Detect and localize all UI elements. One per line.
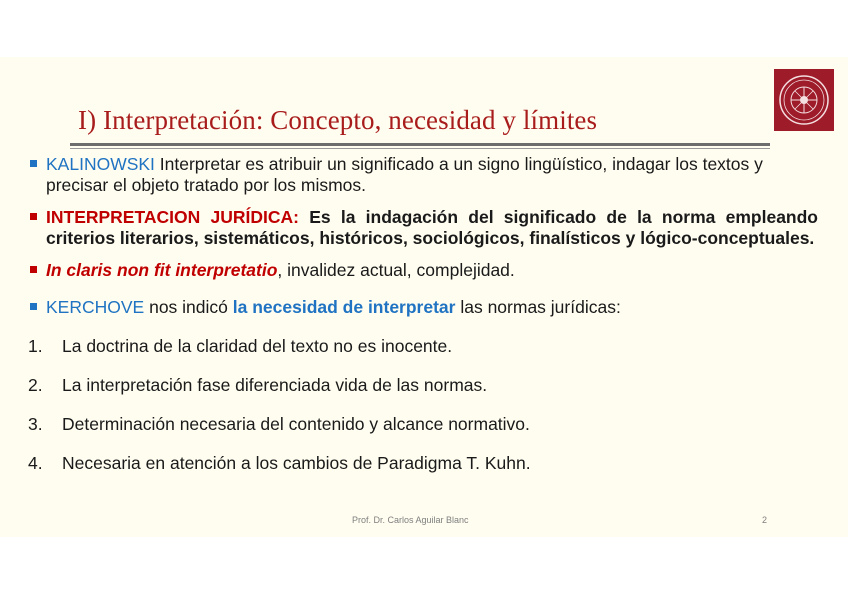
item-number: 2. bbox=[28, 375, 43, 395]
bullet-text: las normas jurídicas: bbox=[455, 297, 621, 317]
slide bbox=[0, 57, 848, 537]
page-number: 2 bbox=[762, 515, 768, 525]
slide-title: I) Interpretación: Concepto, necesidad y límites bbox=[78, 105, 598, 135]
title-divider-thin bbox=[70, 148, 770, 149]
bullet-kalinowski bbox=[28, 154, 818, 196]
bullet-text: Interpretar es atribuir un significado a un signo lingüístico, indagar los textos y precisar el objeto tratado por los mismos. bbox=[46, 154, 763, 195]
square-bullet-icon bbox=[30, 160, 37, 167]
item-number: 1. bbox=[28, 336, 43, 356]
bullet-interpretacion-juridica bbox=[28, 207, 818, 249]
bullet-mid: nos indicó bbox=[144, 297, 233, 317]
bullet-highlight: la necesidad de interpretar bbox=[232, 297, 456, 317]
numbered-item bbox=[28, 453, 818, 474]
bullet-kerchove bbox=[28, 297, 818, 318]
square-bullet-icon bbox=[30, 213, 37, 220]
bullet-text: , invalidez actual, complejidad. bbox=[277, 260, 515, 280]
square-bullet-icon bbox=[30, 303, 37, 310]
numbered-item bbox=[28, 336, 818, 357]
item-number: 4. bbox=[28, 453, 43, 473]
numbered-item bbox=[28, 375, 818, 396]
square-bullet-icon bbox=[30, 266, 37, 273]
item-text: La doctrina de la claridad del texto no es inocente. bbox=[62, 336, 453, 356]
bullet-lead: KALINOWSKI bbox=[46, 154, 155, 174]
item-number: 3. bbox=[28, 414, 43, 434]
bullet-lead: INTERPRETACION JURÍDICA: bbox=[46, 207, 299, 227]
bullet-text: Es la indagación del significado de la norma empleando criterios literarios, sistemáticos, históricos, sociológicos, finalísticos y lógico-conceptuales. bbox=[46, 207, 818, 248]
bullet-in-claris bbox=[28, 260, 818, 281]
item-text: Necesaria en atención a los cambios de Paradigma T. Kuhn. bbox=[62, 453, 531, 473]
bullet-lead: KERCHOVE bbox=[46, 297, 145, 317]
item-text: La interpretación fase diferenciada vida de las normas. bbox=[62, 375, 488, 395]
slide-content bbox=[28, 154, 818, 492]
title-divider bbox=[70, 143, 770, 146]
bullet-lead: In claris non fit interpretatio bbox=[46, 260, 278, 280]
university-seal-icon bbox=[774, 69, 834, 131]
item-text: Determinación necesaria del contenido y alcance normativo. bbox=[62, 414, 530, 434]
numbered-item bbox=[28, 414, 818, 435]
footer-author: Prof. Dr. Carlos Aguilar Blanc bbox=[352, 515, 469, 525]
